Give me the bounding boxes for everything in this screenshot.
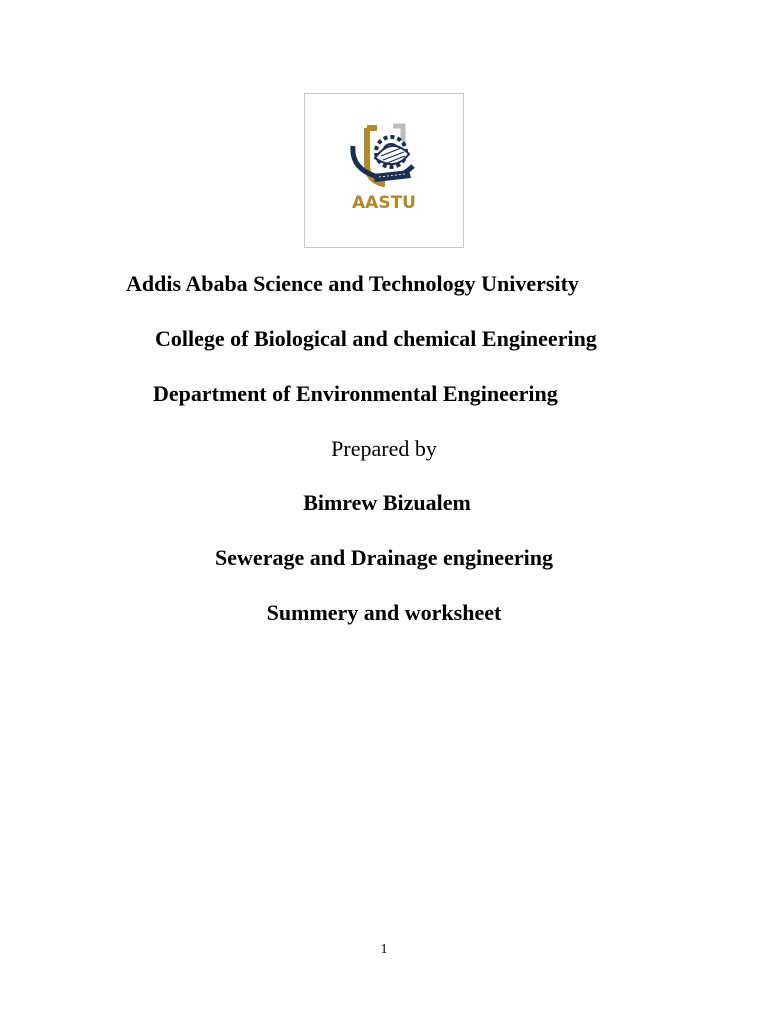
- college-name: College of Biological and chemical Engineering: [155, 326, 597, 351]
- department-name: Department of Environmental Engineering: [153, 381, 558, 406]
- logo-text: AASTU: [352, 193, 416, 213]
- document-type: Summery and worksheet: [266, 600, 502, 625]
- author-name: Bimrew Bizualem: [303, 490, 471, 515]
- course-title: Sewerage and Drainage engineering: [215, 545, 553, 570]
- page-number: 1: [380, 942, 388, 957]
- logo-frame: [304, 93, 464, 248]
- aastu-logo-icon: [305, 94, 463, 247]
- prepared-by-label: Prepared by: [331, 436, 437, 461]
- university-name: Addis Ababa Science and Technology University: [126, 271, 579, 296]
